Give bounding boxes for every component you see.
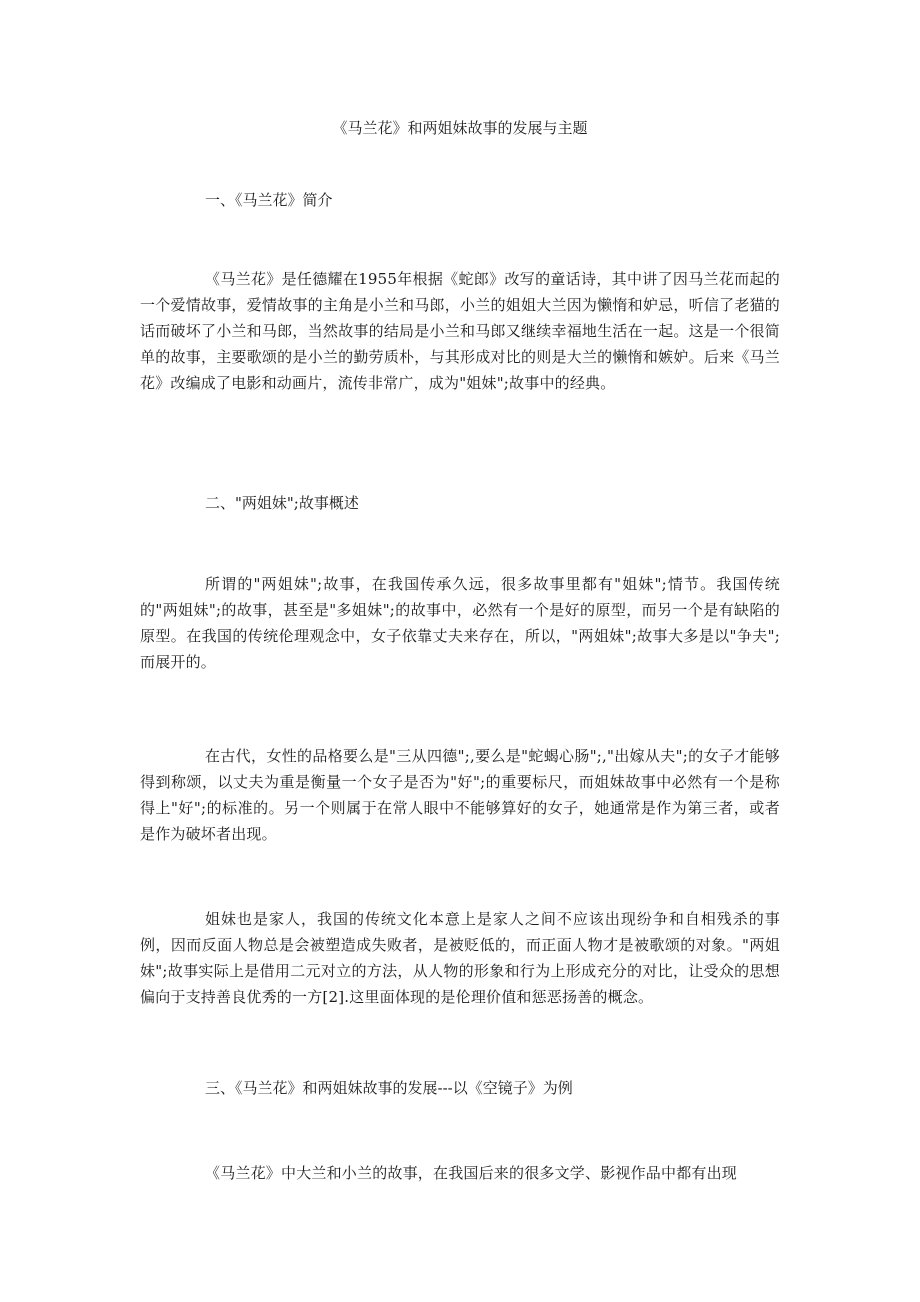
section-heading-2: 二、"两姐妹";故事概述: [205, 494, 359, 512]
section-heading-3: 三、《马兰花》和两姐妹故事的发展---以《空镜子》为例: [205, 1079, 573, 1097]
paragraph-overview-1: 所谓的"两姐妹";故事，在我国传承久远，很多故事里都有"姐妹";情节。我国传统的"两姐妹";的故事，甚至是"多姐妹";的故事中，必然有一个是好的原型，而另一个是有缺陷的原型。在我国的传统伦理观念中，女子依靠丈夫来存在，所以，"两姐妹";故事大多是以"争夫";而展开的。: [140, 575, 780, 671]
paragraph-overview-3: 姐妹也是家人，我国的传统文化本意上是家人之间不应该出现纷争和自相残杀的事例，因而反面人物总是会被塑造成失败者，是被贬低的，而正面人物才是被歌颂的对象。"两姐妹";故事实际上是借用二元对立的方法，从人物的形象和行为上形成充分的对比，让受众的思想偏向于支持善良优秀的一方[2].这里面体现的是伦理价值和惩恶扬善的概念。: [140, 910, 780, 1006]
document-title: 《马兰花》和两姐妹故事的发展与主题: [332, 119, 588, 137]
paragraph-development: 《马兰花》中大兰和小兰的故事，在我国后来的很多文学、影视作品中都有出现: [205, 1164, 738, 1182]
paragraph-overview-2: 在古代，女性的品格要么是"三从四德";,要么是"蛇蝎心肠";,"出嫁从夫";的女子才能够得到称颂，以丈夫为重是衡量一个女子是否为"好";的重要标尺，而姐妹故事中必然有一个是称得上"好";的标准的。另一个则属于在常人眼中不能够算好的女子，她通常是作为第三者，或者是作为破坏者出现。: [140, 747, 780, 843]
section-heading-1: 一、《马兰花》简介: [205, 191, 333, 209]
paragraph-intro: 《马兰花》是任德耀在1955年根据《蛇郎》改写的童话诗，其中讲了因马兰花而起的一个爱情故事，爱情故事的主角是小兰和马郎，小兰的姐姐大兰因为懒惰和妒忌，听信了老猫的话而破坏了小兰和马郎，当然故事的结局是小兰和马郎又继续幸福地生活在一起。这是一个很简单的故事，主要歌颂的是小兰的勤劳质朴，与其形成对比的则是大兰的懒惰和嫉妒。后来《马兰花》改编成了电影和动画片，流传非常广，成为"姐妹";故事中的经典。: [140, 270, 780, 392]
